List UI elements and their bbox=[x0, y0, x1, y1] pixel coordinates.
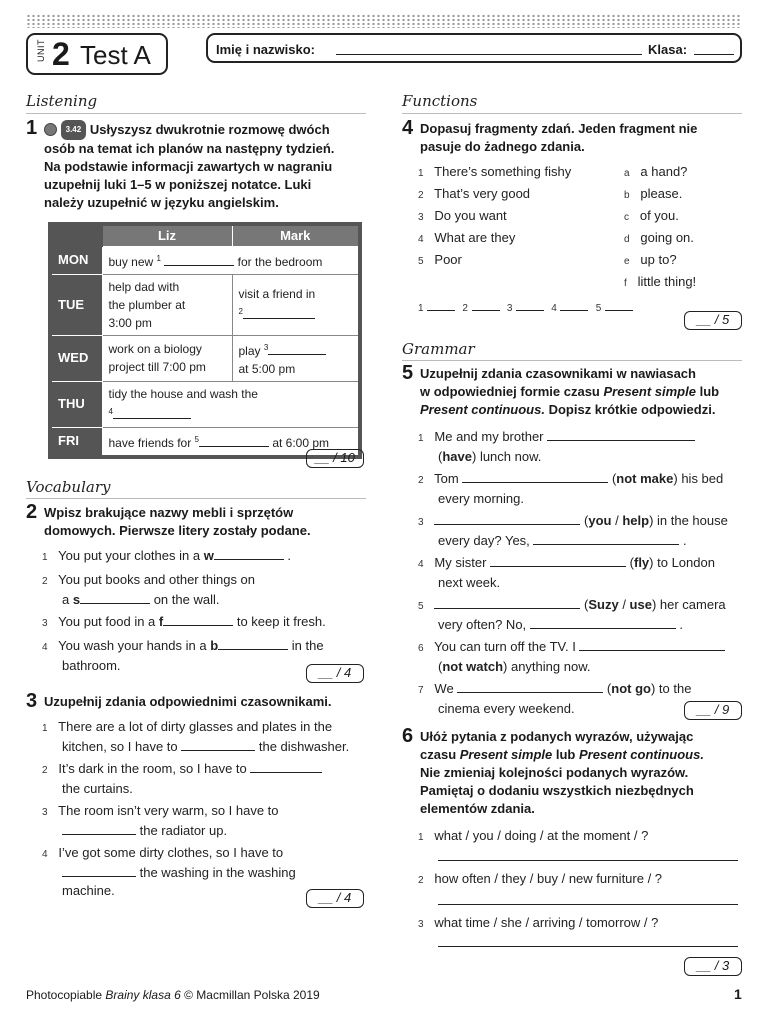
footer-copyright: Photocopiable Brainy klasa 6 © Macmillan Polska 2019 bbox=[26, 988, 320, 1002]
column-header-liz: Liz bbox=[102, 224, 232, 246]
divider bbox=[402, 360, 742, 361]
list-item: 1 You put your clothes in a w . bbox=[42, 548, 292, 563]
exercise-1-number: 1 bbox=[26, 117, 38, 139]
exercise-3-items: 1 There are a lot of dirty glasses and plates in the kitchen, so I have to the dishwasher. 2 It’s dark in the room, so I have to the curtains. 3 The room isn’t very warm, so I have to the radiator up. 4 I’ve got some dirty clothes, so I have to the washing in the washing machine. bbox=[42, 718, 366, 900]
unit-number: 2 bbox=[52, 36, 70, 72]
exercise-5-number: 5 bbox=[402, 362, 414, 384]
score-box-6: __ / 3 bbox=[684, 957, 742, 976]
cd-icon bbox=[44, 123, 57, 136]
name-field[interactable] bbox=[336, 54, 642, 55]
listening-heading: Listening bbox=[26, 92, 98, 110]
exercise-6-number: 6 bbox=[402, 725, 414, 747]
unit-box bbox=[26, 33, 168, 75]
list-item: b please. bbox=[624, 186, 683, 201]
list-item: 4 I’ve got some dirty clothes, so I have to bbox=[42, 845, 284, 860]
list-item: 5 Poor bbox=[418, 252, 462, 267]
exercise-3-number: 3 bbox=[26, 690, 38, 712]
score-box-5: __ / 9 bbox=[684, 701, 742, 720]
list-item: 2 Tom (not make) his bed bbox=[418, 471, 724, 486]
list-item: 2 how often / they / buy / new furniture / ? bbox=[418, 871, 663, 886]
exercise-6-instruction: Ułóż pytania z podanych wyrazów, używając czasu Present simple lub Present continuous. Nie zmieniaj kolejności podanych wyrazów. Pamiętaj o dodaniu wszystkich niezbędnych elementów zdania. bbox=[420, 729, 704, 816]
gap-4[interactable] bbox=[113, 407, 191, 419]
score-box-1: __ / 10 bbox=[306, 449, 364, 468]
table-row: WED work on a biology project till 7:00 pm play $^3$ at 5:00 pm bbox=[50, 335, 360, 381]
list-item: 6 You can turn off the TV. I bbox=[418, 638, 744, 658]
list-item: c of you. bbox=[624, 208, 679, 223]
divider bbox=[26, 113, 366, 114]
score-box-4: __ / 5 bbox=[684, 311, 742, 330]
list-item: 1 what / you / doing / at the moment / ? bbox=[418, 828, 649, 843]
notes-table bbox=[48, 222, 362, 459]
list-item: 5 (Suzy / use) her camera bbox=[418, 597, 726, 612]
table-row: MON buy new $^1$ for the bedroom bbox=[50, 246, 360, 274]
name-box bbox=[206, 33, 742, 63]
exercise-2-number: 2 bbox=[26, 501, 38, 523]
divider bbox=[26, 498, 366, 499]
exercise-5-items: 1 Me and my brother (have) lunch now. 2 Tom (not make) his bed every morning. 3 (you / help) in the house every day? Yes, . 4 My sister (fly) to London next week. 5 (Suzy / use) her camera very often? No, . 6 You can turn off the TV. I (not watch) anything now. 7 We (not go) to the cinema every weekend. bbox=[418, 428, 744, 718]
answer-line-3[interactable] bbox=[438, 946, 738, 947]
list-item: 3 You put food in a f to keep it fresh. bbox=[42, 614, 326, 629]
functions-heading: Functions bbox=[402, 92, 478, 110]
exercise-4-number: 4 bbox=[402, 117, 414, 139]
divider bbox=[402, 113, 742, 114]
grammar-heading: Grammar bbox=[402, 340, 475, 358]
vocabulary-heading: Vocabulary bbox=[26, 478, 111, 496]
list-item: 3 The room isn’t very warm, so I have to bbox=[42, 803, 279, 818]
list-item: 2 It’s dark in the room, so I have to bbox=[42, 760, 366, 780]
exercise-4-right-list bbox=[624, 163, 742, 295]
list-item: 3 Do you want bbox=[418, 208, 507, 223]
table-row: FRI have friends for $^5$ at 6:00 pm bbox=[50, 427, 360, 457]
track-badge: 3.42 bbox=[61, 120, 87, 140]
test-title: Test A bbox=[80, 40, 151, 70]
gap-1[interactable] bbox=[164, 254, 234, 266]
list-item: 1 There are a lot of dirty glasses and plates in the bbox=[42, 719, 333, 734]
list-item: 4 You wash your hands in a b in the bbox=[42, 638, 324, 653]
gap-2[interactable] bbox=[243, 307, 315, 319]
list-item: 4 What are they bbox=[418, 230, 516, 245]
list-item: 3 what time / she / arriving / tomorrow / ? bbox=[418, 915, 659, 930]
exercise-5-instruction: Uzupełnij zdania czasownikami w nawiasach w odpowiedniej formie czasu Present simple lub Present continuous. Dopisz krótkie odpowiedzi. bbox=[420, 366, 720, 417]
dotted-top-border bbox=[26, 14, 742, 28]
score-box-2: __ / 4 bbox=[306, 664, 364, 683]
list-item: e up to? bbox=[624, 252, 677, 267]
class-label: Klasa: bbox=[648, 42, 688, 57]
answer-line-1[interactable] bbox=[438, 860, 738, 861]
answer-line-2[interactable] bbox=[438, 904, 738, 905]
list-item: a a hand? bbox=[624, 164, 688, 179]
gap-5[interactable] bbox=[199, 435, 269, 447]
gap-3[interactable] bbox=[268, 343, 326, 355]
list-item: 2 That’s very good bbox=[418, 186, 531, 201]
list-item: 1 Me and my brother bbox=[418, 428, 744, 448]
exercise-4-instruction: Dopasuj fragmenty zdań. Jeden fragment nie pasuje do żadnego zdania. bbox=[420, 121, 698, 154]
page-number: 1 bbox=[734, 986, 742, 1002]
class-field[interactable] bbox=[694, 54, 734, 55]
list-item: 1 There’s something fishy bbox=[418, 164, 572, 179]
list-item: 3 (you / help) in the house bbox=[418, 513, 728, 528]
table-row: TUE help dad with the plumber at 3:00 pm visit a friend in $^2$ bbox=[50, 274, 360, 335]
column-header-mark: Mark bbox=[232, 224, 360, 246]
list-item: d going on. bbox=[624, 230, 694, 245]
exercise-1-instruction: 3.42 Usłyszysz dwukrotnie rozmowę dwóch osób na temat ich planów na następny tydzień. Na podstawie informacji zawartych w nagraniu uzupełnij luki 1–5 w poniższej notatce. Luki należy uzupełnić w języku angielskim. bbox=[44, 122, 335, 210]
exercise-2-instruction: Wpisz brakujące nazwy mebli i sprzętów domowych. Pierwsze litery zostały podane. bbox=[44, 505, 311, 538]
unit-label: UNIT bbox=[36, 39, 46, 62]
list-item: 7 We (not go) to the bbox=[418, 681, 692, 696]
name-label: Imię i nazwisko: bbox=[216, 42, 315, 57]
exercise-4-answers: 1 2 3 4 5 bbox=[418, 298, 678, 318]
list-item: 2 You put books and other things on bbox=[42, 572, 256, 587]
exercise-3-instruction: Uzupełnij zdania odpowiednimi czasownikami. bbox=[44, 694, 332, 709]
exercise-4-left-list bbox=[418, 163, 618, 273]
table-row: THU tidy the house and wash the $^4$ bbox=[50, 381, 360, 427]
list-item: 4 My sister (fly) to London bbox=[418, 555, 715, 570]
score-box-3: __ / 4 bbox=[306, 889, 364, 908]
list-item: f little thing! bbox=[624, 274, 697, 289]
exercise-2-items: 1 You put your clothes in a w . 2 You put books and other things on a s on the wall. 3 You put food in a f to keep it fresh. 4 You wash your hands in a b in the bathroom. bbox=[42, 547, 362, 675]
